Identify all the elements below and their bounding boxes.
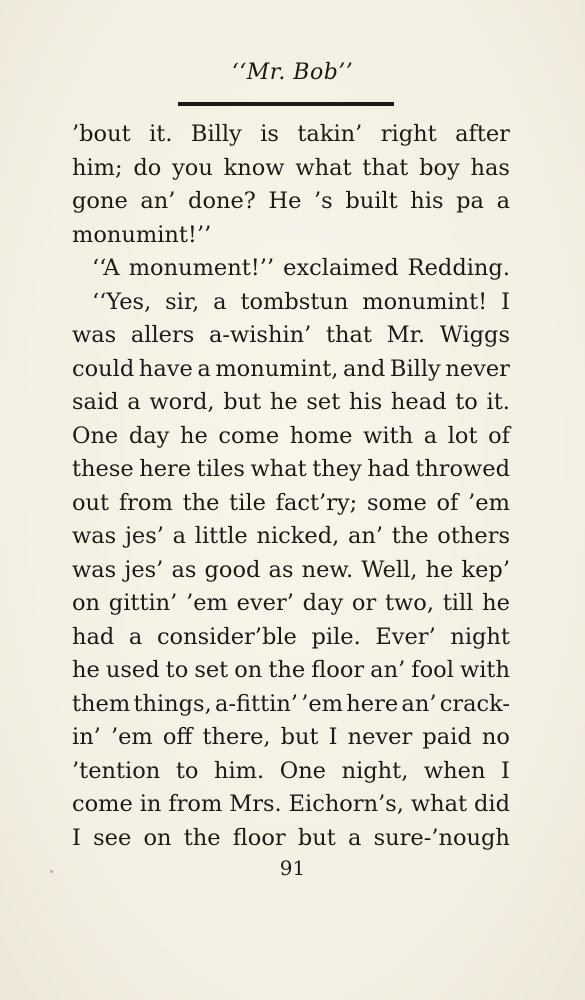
- word: he: [179, 422, 208, 449]
- text-line: [72, 286, 510, 320]
- word: after: [455, 121, 510, 147]
- word: here: [346, 690, 399, 717]
- word: had: [367, 456, 410, 482]
- word: an’: [370, 657, 406, 683]
- word: see: [93, 824, 132, 851]
- word: has: [470, 154, 510, 181]
- word: when: [423, 757, 486, 784]
- word: a-fittin’: [215, 690, 298, 717]
- word: never: [347, 724, 413, 750]
- word: had: [72, 623, 115, 650]
- body-text: [72, 118, 510, 855]
- word: them: [72, 690, 131, 717]
- word: tombstun: [240, 288, 349, 315]
- word: out: [72, 489, 110, 516]
- word: but: [223, 389, 262, 415]
- word: he: [425, 556, 454, 583]
- text-line: [72, 788, 510, 822]
- word: that: [362, 154, 409, 181]
- word: One: [72, 422, 119, 449]
- word: of: [436, 489, 459, 516]
- word: monument!’’: [128, 255, 275, 281]
- word: boy: [419, 154, 460, 181]
- word: a: [496, 188, 510, 214]
- word: day: [128, 422, 170, 449]
- word: Redding.: [407, 255, 510, 281]
- word: you: [172, 154, 213, 181]
- word: nicked,: [256, 523, 340, 549]
- word: to: [455, 389, 478, 415]
- text-line: [72, 654, 510, 688]
- text-line: [72, 252, 510, 286]
- text-line: [72, 453, 510, 487]
- word: paid: [422, 724, 472, 750]
- word: floor: [232, 824, 286, 851]
- word: head: [390, 389, 447, 415]
- word: with: [363, 422, 414, 449]
- word: little: [194, 523, 248, 549]
- word: monumint,: [215, 355, 339, 382]
- word: pa: [456, 188, 484, 214]
- word: ever’: [236, 590, 294, 616]
- word: on: [72, 590, 101, 616]
- word: ’tention: [72, 757, 161, 784]
- word: off: [162, 724, 193, 750]
- word: till: [442, 590, 474, 616]
- word: ‘‘Yes,: [92, 288, 152, 315]
- word: he: [269, 389, 298, 415]
- word: others: [437, 523, 510, 549]
- word: things,: [133, 690, 212, 717]
- word: built: [345, 188, 398, 214]
- text-line: [72, 319, 510, 353]
- word: fool: [411, 657, 454, 683]
- word: what: [250, 456, 307, 482]
- word: they: [312, 456, 362, 482]
- word: a: [197, 355, 211, 382]
- page-number: 91: [279, 856, 306, 880]
- word: the: [183, 824, 221, 851]
- word: floor: [311, 657, 365, 683]
- word: is: [260, 121, 279, 147]
- word: as: [171, 556, 197, 583]
- word: here: [139, 456, 192, 482]
- text-line: [72, 487, 510, 521]
- word: fact’ry;: [275, 489, 358, 516]
- word: monumint!: [362, 288, 488, 315]
- word: the: [268, 657, 306, 683]
- word: the: [391, 523, 429, 549]
- word: on: [143, 824, 172, 851]
- text-line: [72, 520, 510, 554]
- word: come: [72, 791, 133, 817]
- word: from: [118, 489, 173, 516]
- word: he: [482, 590, 510, 616]
- header-rule: [178, 102, 394, 106]
- word: day: [302, 590, 344, 616]
- text-line: [72, 822, 510, 856]
- word: in: [139, 791, 162, 817]
- word: He: [268, 188, 302, 214]
- word: he: [72, 657, 100, 683]
- word: gone: [72, 188, 128, 214]
- word: Billy: [389, 355, 441, 382]
- word: night: [450, 623, 510, 650]
- word: do: [133, 154, 162, 181]
- paper-speck: [50, 870, 53, 873]
- word: no: [481, 724, 510, 750]
- word: Well,: [361, 556, 418, 583]
- word: and: [343, 355, 386, 382]
- word: what: [410, 791, 468, 817]
- word: him;: [72, 154, 123, 181]
- word: jes’: [124, 523, 164, 549]
- word: an’: [347, 523, 384, 549]
- word: a: [423, 422, 438, 449]
- word: tiles: [196, 456, 245, 482]
- word: a: [127, 389, 141, 415]
- word: allers: [130, 322, 195, 348]
- word: with: [459, 657, 510, 683]
- word: ’em: [468, 489, 510, 516]
- word: but: [280, 724, 319, 750]
- word: or: [351, 590, 377, 616]
- word: did: [473, 791, 510, 817]
- word: takin’: [297, 121, 363, 147]
- word: that: [325, 322, 372, 348]
- word: was: [72, 556, 117, 583]
- word: there,: [202, 724, 271, 750]
- word: a: [348, 824, 362, 851]
- text-line: [72, 386, 510, 420]
- text-line: [72, 554, 510, 588]
- word: gittin’: [108, 590, 178, 616]
- text-line: [72, 219, 510, 253]
- word: One: [279, 757, 327, 784]
- word: new.: [301, 556, 354, 583]
- word: Wiggs: [439, 322, 510, 348]
- word: lot: [447, 422, 478, 449]
- word: I: [72, 824, 81, 851]
- word: sir,: [165, 288, 200, 315]
- word: never: [445, 355, 510, 382]
- word: of: [488, 422, 510, 449]
- word: a: [213, 288, 227, 315]
- word: on: [234, 657, 263, 683]
- word: in’: [72, 724, 101, 750]
- word: to: [165, 657, 189, 683]
- running-head: ‘‘Mr. Bob’’: [231, 60, 354, 85]
- word: set: [194, 657, 229, 683]
- word: monumint!’’: [72, 221, 212, 248]
- word: Mrs.: [229, 791, 282, 817]
- word: said: [72, 389, 119, 415]
- word: have: [138, 355, 193, 382]
- word: his: [348, 389, 383, 415]
- word: a-wishin’: [208, 322, 312, 348]
- word: consider’ble: [156, 623, 297, 650]
- word: to: [175, 757, 199, 784]
- text-line: [72, 118, 510, 152]
- word: exclaimed: [283, 255, 399, 281]
- word: Eichorn’s,: [288, 791, 404, 817]
- word: word,: [149, 389, 215, 415]
- word: it.: [486, 389, 510, 415]
- word: used: [105, 657, 160, 683]
- text-line: [72, 185, 510, 219]
- word: I: [328, 724, 338, 750]
- word: an’: [140, 188, 176, 214]
- word: crack-: [439, 690, 510, 717]
- word: as: [268, 556, 294, 583]
- text-line: [72, 721, 510, 755]
- word: the: [182, 489, 220, 516]
- text-line: [72, 621, 510, 655]
- word: two,: [384, 590, 434, 616]
- word: Mr.: [386, 322, 426, 348]
- word: kep’: [461, 556, 510, 583]
- word: these: [72, 456, 134, 482]
- word: set: [306, 389, 341, 415]
- word: home: [289, 422, 353, 449]
- word: him.: [214, 757, 265, 784]
- word: it.: [149, 121, 173, 147]
- text-line: [72, 420, 510, 454]
- word: a: [172, 523, 187, 549]
- word: ’em: [186, 590, 228, 616]
- word: an’: [401, 690, 437, 717]
- word: sure-’nough: [373, 824, 510, 851]
- text-line: [72, 688, 510, 722]
- word: from: [168, 791, 223, 817]
- word: was: [72, 523, 117, 549]
- text-line: [72, 587, 510, 621]
- word: I: [501, 757, 510, 784]
- word: tile: [229, 489, 266, 516]
- word: ‘‘A: [92, 255, 120, 281]
- word: I: [501, 288, 510, 315]
- text-line: [72, 353, 510, 387]
- word: night,: [341, 757, 409, 784]
- word: ’s: [314, 188, 333, 214]
- word: ’em: [110, 724, 153, 750]
- word: ’em: [301, 690, 344, 717]
- word: what: [295, 154, 352, 181]
- word: good: [204, 556, 261, 583]
- word: could: [72, 355, 135, 382]
- text-line: [72, 152, 510, 186]
- word: come: [218, 422, 280, 449]
- word: but: [297, 824, 336, 851]
- word: Billy: [190, 121, 242, 147]
- word: right: [380, 121, 437, 147]
- word: done?: [188, 188, 256, 214]
- word: Ever’: [375, 623, 436, 650]
- word: his: [410, 188, 444, 214]
- word: pile.: [311, 623, 361, 650]
- word: throwed: [415, 456, 510, 482]
- word: ’bout: [72, 121, 131, 147]
- word: was: [72, 322, 117, 348]
- word: some: [367, 489, 427, 516]
- word: jes’: [124, 556, 164, 583]
- word: know: [223, 154, 285, 181]
- word: a: [128, 623, 143, 650]
- text-line: [72, 755, 510, 789]
